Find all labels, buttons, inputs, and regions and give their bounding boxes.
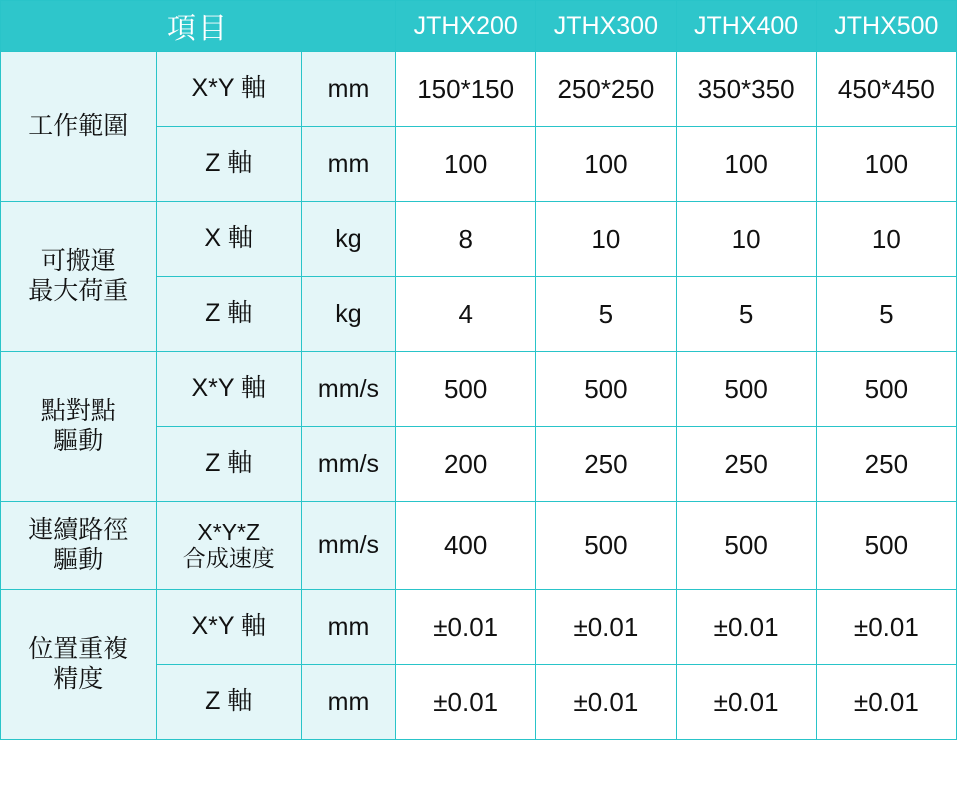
axis-label: Z 軸 bbox=[156, 427, 301, 502]
value-cell: 500 bbox=[536, 352, 676, 427]
value-cell: 500 bbox=[396, 352, 536, 427]
value-cell: 200 bbox=[396, 427, 536, 502]
value-cell: 100 bbox=[536, 127, 676, 202]
value-cell: 250 bbox=[676, 427, 816, 502]
value-cell: 400 bbox=[396, 502, 536, 590]
axis-line-2: 合成速度 bbox=[182, 544, 275, 571]
value-cell: 8 bbox=[396, 202, 536, 277]
value-cell: 350*350 bbox=[676, 52, 816, 127]
category-continuous-path-drive bbox=[1, 502, 157, 590]
unit-label: mm bbox=[301, 590, 395, 665]
axis-label: Z 軸 bbox=[156, 127, 301, 202]
category-max-payload bbox=[1, 202, 157, 352]
axis-label: X*Y 軸 bbox=[156, 590, 301, 665]
axis-label: Z 軸 bbox=[156, 277, 301, 352]
category-line-1: 連續路徑 bbox=[28, 516, 129, 544]
axis-label: Z 軸 bbox=[156, 665, 301, 740]
value-cell: ±0.01 bbox=[396, 590, 536, 665]
table-row bbox=[1, 590, 957, 665]
value-cell: 10 bbox=[536, 202, 676, 277]
table-row bbox=[1, 202, 957, 277]
header-row bbox=[1, 1, 957, 52]
value-cell: 100 bbox=[396, 127, 536, 202]
value-cell: ±0.01 bbox=[816, 665, 956, 740]
axis-label: X*Y 軸 bbox=[156, 352, 301, 427]
unit-label: mm bbox=[301, 127, 395, 202]
value-cell: 250 bbox=[816, 427, 956, 502]
axis-label: X*Y 軸 bbox=[156, 52, 301, 127]
category-repeat-positioning-accuracy bbox=[1, 590, 157, 740]
value-cell: 150*150 bbox=[396, 52, 536, 127]
value-cell: 100 bbox=[816, 127, 956, 202]
category-line-2: 驅動 bbox=[53, 426, 104, 455]
unit-label: mm bbox=[301, 665, 395, 740]
unit-label: mm/s bbox=[301, 502, 395, 590]
value-cell: ±0.01 bbox=[816, 590, 956, 665]
axis-line-1: X*Y*Z bbox=[197, 518, 261, 545]
category-point-to-point-drive bbox=[1, 352, 157, 502]
value-cell: 5 bbox=[816, 277, 956, 352]
value-cell: ±0.01 bbox=[536, 590, 676, 665]
category-line-2: 最大荷重 bbox=[28, 276, 129, 305]
unit-label: mm/s bbox=[301, 352, 395, 427]
unit-label: mm bbox=[301, 52, 395, 127]
table-header bbox=[1, 1, 957, 52]
table-row bbox=[1, 502, 957, 590]
table-row bbox=[1, 352, 957, 427]
header-model-1: JTHX200 bbox=[396, 1, 536, 52]
category-line-2: 驅動 bbox=[53, 545, 104, 574]
category-working-range: 工作範圍 bbox=[1, 52, 157, 202]
value-cell: ±0.01 bbox=[676, 665, 816, 740]
value-cell: 5 bbox=[676, 277, 816, 352]
value-cell: 10 bbox=[676, 202, 816, 277]
value-cell: 250*250 bbox=[536, 52, 676, 127]
value-cell: 500 bbox=[536, 502, 676, 590]
header-model-3: JTHX400 bbox=[676, 1, 816, 52]
value-cell: 500 bbox=[816, 502, 956, 590]
category-line-1: 可搬運 bbox=[40, 247, 116, 275]
category-line-1: 點對點 bbox=[40, 397, 116, 425]
header-model-2: JTHX300 bbox=[536, 1, 676, 52]
value-cell: ±0.01 bbox=[536, 665, 676, 740]
value-cell: 450*450 bbox=[816, 52, 956, 127]
category-line-2: 精度 bbox=[53, 664, 104, 693]
unit-label: mm/s bbox=[301, 427, 395, 502]
value-cell: 250 bbox=[536, 427, 676, 502]
axis-label: X 軸 bbox=[156, 202, 301, 277]
value-cell: 10 bbox=[816, 202, 956, 277]
value-cell: ±0.01 bbox=[676, 590, 816, 665]
axis-label bbox=[156, 502, 301, 590]
unit-label: kg bbox=[301, 277, 395, 352]
category-line-1: 位置重複 bbox=[28, 635, 129, 663]
unit-label: kg bbox=[301, 202, 395, 277]
value-cell: 100 bbox=[676, 127, 816, 202]
table-row bbox=[1, 52, 957, 127]
table-body bbox=[1, 52, 957, 740]
header-item-label: 項目 bbox=[1, 1, 396, 52]
value-cell: 500 bbox=[676, 352, 816, 427]
value-cell: 4 bbox=[396, 277, 536, 352]
value-cell: 500 bbox=[816, 352, 956, 427]
value-cell: ±0.01 bbox=[396, 665, 536, 740]
header-model-4: JTHX500 bbox=[816, 1, 956, 52]
value-cell: 500 bbox=[676, 502, 816, 590]
value-cell: 5 bbox=[536, 277, 676, 352]
